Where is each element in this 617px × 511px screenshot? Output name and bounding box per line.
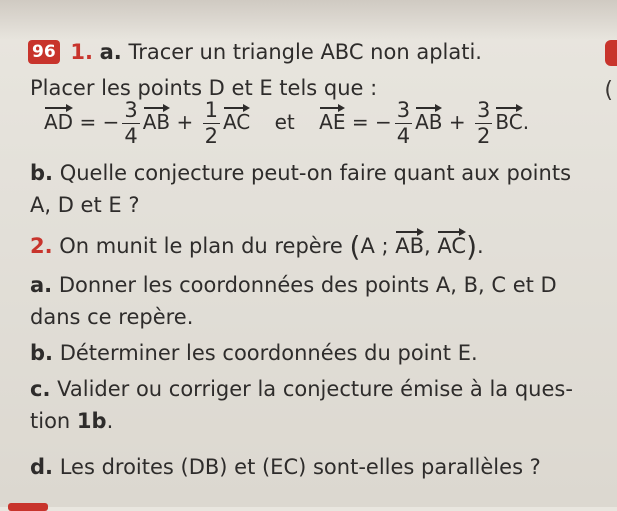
repere-open-paren: ( bbox=[349, 230, 361, 263]
margin-parenthesis: ( bbox=[604, 78, 613, 103]
q2c-text-1: Valider ou corriger la conjecture émise à la ques- bbox=[57, 377, 573, 401]
q2d-line bbox=[30, 455, 541, 479]
q2a-text-1: Donner les coordonnées des points A, B, C et D bbox=[58, 273, 557, 297]
q1-number: 1. bbox=[70, 40, 93, 64]
margin-tab-marker bbox=[605, 40, 617, 66]
q2c-letter: c. bbox=[30, 377, 51, 401]
repere-vector-AC: AC bbox=[437, 228, 466, 258]
q1-equation-line bbox=[44, 100, 529, 147]
q2d-letter: d. bbox=[30, 455, 54, 479]
frac-den: 2 bbox=[476, 124, 491, 148]
eq-et: et bbox=[274, 110, 295, 134]
q1b-line-2: A, D et E ? bbox=[30, 193, 140, 217]
eq-AD-op2: + bbox=[176, 110, 194, 134]
q1b-letter: b. bbox=[30, 161, 54, 185]
q2d-text: Les droites (DB) et (EC) sont-elles parallèles ? bbox=[59, 455, 541, 479]
frac-num: 1 bbox=[204, 98, 218, 122]
frac-den: 4 bbox=[124, 124, 138, 148]
repere-point: A ; bbox=[360, 234, 389, 258]
vector-AB: AB bbox=[143, 104, 170, 134]
frac-den: 2 bbox=[204, 124, 218, 148]
q2c-question-ref: 1b bbox=[76, 409, 107, 433]
frac-den: 4 bbox=[396, 124, 411, 148]
eq-AE-fraction-1 bbox=[395, 100, 412, 147]
repere-close-paren: ) bbox=[466, 230, 478, 263]
q2-intro-line bbox=[30, 228, 484, 263]
q2b-text: Déterminer les coordonnées du point E. bbox=[59, 341, 478, 365]
vector-AD: AD bbox=[44, 104, 73, 134]
eq-AD-fraction-2 bbox=[203, 100, 220, 147]
frac-num: 3 bbox=[476, 98, 491, 122]
eq-AE-op2: + bbox=[448, 110, 466, 134]
vector-AE: AE bbox=[319, 104, 345, 134]
q1a-letter: a. bbox=[99, 40, 122, 64]
q2c-line-2 bbox=[30, 409, 113, 433]
vector-BC: BC bbox=[495, 104, 522, 134]
q2b-letter: b. bbox=[30, 341, 54, 365]
exercise-number-badge: 96 bbox=[28, 40, 60, 64]
q1a-line bbox=[28, 40, 482, 64]
eq-AE-fraction-2 bbox=[475, 100, 492, 147]
q1b-text-1: Quelle conjecture peut-on faire quant aux points bbox=[59, 161, 572, 185]
repere-end: . bbox=[477, 234, 484, 258]
q1a-text: Tracer un triangle ABC non aplati. bbox=[128, 40, 482, 64]
top-shadow bbox=[0, 0, 617, 40]
eq-end: . bbox=[522, 110, 530, 134]
q2a-line-1 bbox=[30, 273, 557, 297]
q2-intro-text: On munit le plan du repère bbox=[59, 234, 343, 258]
q2c-line-1 bbox=[30, 377, 573, 401]
q2a-letter: a. bbox=[30, 273, 53, 297]
bottom-red-marker bbox=[8, 503, 48, 511]
q1b-line-1 bbox=[30, 161, 571, 185]
eq-AD-fraction-1 bbox=[122, 100, 139, 147]
repere-sep: , bbox=[424, 234, 431, 258]
frac-num: 3 bbox=[124, 98, 138, 122]
eq-AD-op1: = − bbox=[79, 110, 120, 134]
q1-placer-line: Placer les points D et E tels que : bbox=[30, 76, 378, 100]
repere-vector-AB: AB bbox=[395, 228, 424, 258]
eq-AE-op1: = − bbox=[351, 110, 392, 134]
q2c-text-2-post: . bbox=[106, 409, 114, 433]
vector-AB: AB bbox=[415, 104, 442, 134]
q2b-line bbox=[30, 341, 478, 365]
vector-AC: AC bbox=[223, 104, 250, 134]
q2-number: 2. bbox=[30, 234, 53, 258]
q2c-text-2-pre: tion bbox=[30, 409, 71, 433]
frac-num: 3 bbox=[396, 98, 411, 122]
q2a-line-2: dans ce repère. bbox=[30, 305, 194, 329]
